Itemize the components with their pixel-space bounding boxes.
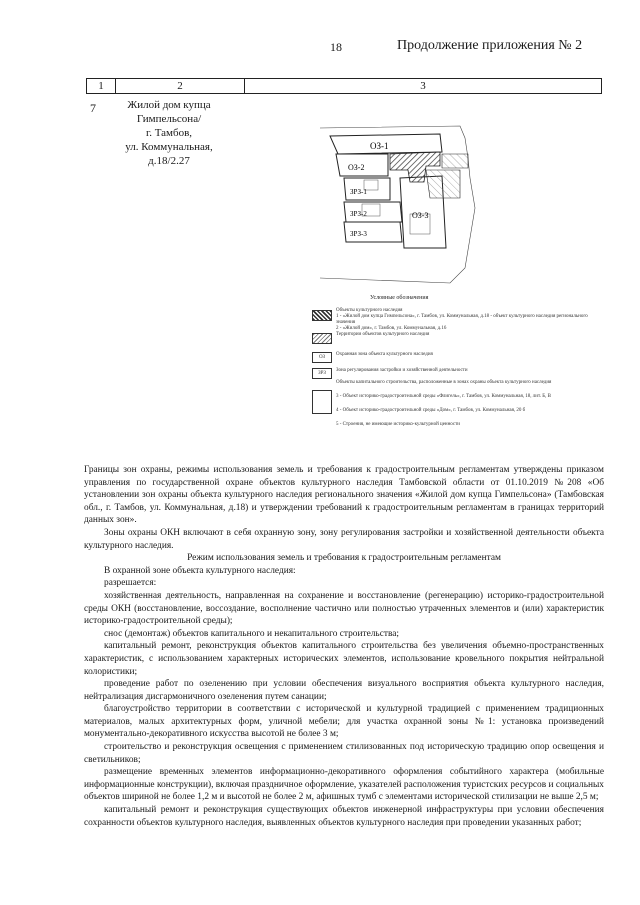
paragraph: размещение временных элементов информационно-декоративного оформления событийного характера (мобильные информационные конструкции), включая праздничное оформление, указателей расположения туристских ресурсов и социальных объектов шириной не более 1,2 м и высотой не более 2 м, афишных тумб с элементами исторической стилизации не выше 2,5 м; — [84, 767, 604, 803]
paragraph: капитальный ремонт, реконструкция объектов капитального строительства без увеличения объемно-пространственных характеристик, с использованием характерных исторических элементов, использование кровельного покрытия нейтральной колористики; — [84, 641, 604, 677]
legend-text: 5 - Строения, не имеющие историко-культурной ценности — [336, 422, 460, 427]
heritage-territory — [426, 170, 460, 198]
zone-map — [300, 118, 500, 288]
legend-text: Объекты капитального строительства, расположенные в зонах охраны объекта культурного наследия — [336, 380, 552, 385]
col-1: 1 — [87, 79, 116, 94]
paragraph: строительство и реконструкция освещения с применением стилизованных под историческую традицию опор освещения и светильников; — [84, 742, 604, 765]
object-name-line: г. Тамбов, — [145, 127, 193, 139]
legend-item — [312, 380, 602, 430]
paragraph: Зоны охраны ОКН включают в себя охранную зону, зону регулирования застройки и хозяйственной деятельности объекта культурного наследия. — [84, 527, 604, 551]
zone-label: ЗРЗ-2 — [350, 210, 367, 218]
paragraph: хозяйственная деятельность, направленная на сохранение и восстановление (регенерацию) историко-градостроительной среды ОКН (восстановление, воссоздание, восполнение частично или полностью утраченных элементов и (или) характеристик историко-градостроительной среды); — [84, 590, 604, 627]
col-3: 3 — [245, 79, 602, 94]
legend-text: Охранная зона объекта культурного наследия — [336, 352, 433, 357]
paragraph: снос (демонтаж) объектов капитального и некапитального строительства; — [104, 628, 400, 639]
object-name-line: д.18/2.27 — [148, 155, 190, 167]
zone-label: ЗРЗ-3 — [350, 230, 367, 238]
paragraph: Границы зон охраны, режимы использования земель и требования к градостроительным регламентам утверждены приказом управления по государственной охране объектов культурного наследия Тамбовской области от 01.10.2019 №208 «Об установлении зон охраны объекта культурного наследия регионального значения «Жилой дом купца Гимпельсона» (Тамбовская обл., г. Тамбов, ул. Коммунальная, д.18) и утверждении требований к градостроительным регламентам в границах территорий данных зон». — [84, 465, 604, 526]
row-number: 7 — [90, 101, 96, 115]
legend-text: 4 - Объект историко-градостроительной среды «Дом», г. Тамбов, ул. Коммунальная, 20 б — [336, 408, 526, 413]
object-name-line: ул. Коммунальная, — [125, 141, 213, 153]
paragraph: благоустройство территории в соответствии с исторической и культурной традицией с применением традиционных материалов, малых архитектурных форм, уличной мебели; для участка охранной зоны №1: установка произведений монументально-декоративного искусства высотой не более 3 м; — [84, 704, 604, 740]
table-header — [86, 78, 602, 94]
paragraph: В охранной зоне объекта культурного наследия: — [104, 565, 296, 576]
zone-label: ОЗ-1 — [370, 141, 389, 151]
legend-item — [312, 308, 602, 332]
legend-item: ЗРЗ Зона регулирования застройки и хозяйственной деятельности — [312, 368, 602, 380]
paragraph: разрешается: — [104, 578, 157, 589]
legend-text: 2 - «Жилой дом», г. Тамбов, ул. Коммунальная, д.16 — [336, 326, 447, 331]
zone-label: ЗРЗ-1 — [350, 188, 367, 196]
legend-item — [312, 332, 602, 352]
paragraph: капитальный ремонт и реконструкция существующих объектов инженерной инфраструктуры при условии обеспечения сохранности объектов культурного наследия, выявленных объектов культурного наследия при проведении указанных работ; — [84, 805, 604, 828]
paragraph: проведение работ по озеленению при условии обеспечения визуального восприятия объекта культурного наследия, нейтрализация дисгармоничного озеленения путем санации; — [84, 679, 604, 702]
zone-label: ОЗ-2 — [348, 163, 365, 172]
legend — [312, 308, 602, 430]
regulation-text — [84, 464, 604, 829]
legend-text: Территории объектов культурного наследия — [336, 332, 430, 337]
zone-label: ОЗ-3 — [412, 211, 429, 220]
continuation-title: Продолжение приложения № 2 — [397, 38, 583, 53]
section-heading: Режим использования земель и требования к градостроительным регламентам — [187, 553, 501, 564]
object-name-line: Гимпельсона/ — [136, 113, 202, 125]
legend-text: Зона регулирования застройки и хозяйственной деятельности — [336, 368, 468, 373]
object-name-line: Жилой дом купца — [127, 99, 211, 111]
legend-title: Условные обозначения — [370, 295, 429, 301]
page-number: 18 — [330, 40, 342, 54]
legend-text: 1 - «Жилой дом купца Гимпельсона», г. Тамбов, ул. Коммунальная, д.18 - объект культурного наследия регионального значения — [336, 314, 588, 325]
col-2: 2 — [116, 79, 245, 94]
object-name — [104, 98, 234, 168]
legend-text: Объекты культурного наследия — [336, 308, 403, 313]
legend-item: ОЗ Охранная зона объекта культурного наследия — [312, 352, 602, 368]
legend-text: 3 - Объект историко-градостроительной среды «Флигель», г. Тамбов, ул. Коммунальная, 18, лит. Б, В — [336, 394, 551, 399]
heritage-territory — [442, 154, 468, 168]
